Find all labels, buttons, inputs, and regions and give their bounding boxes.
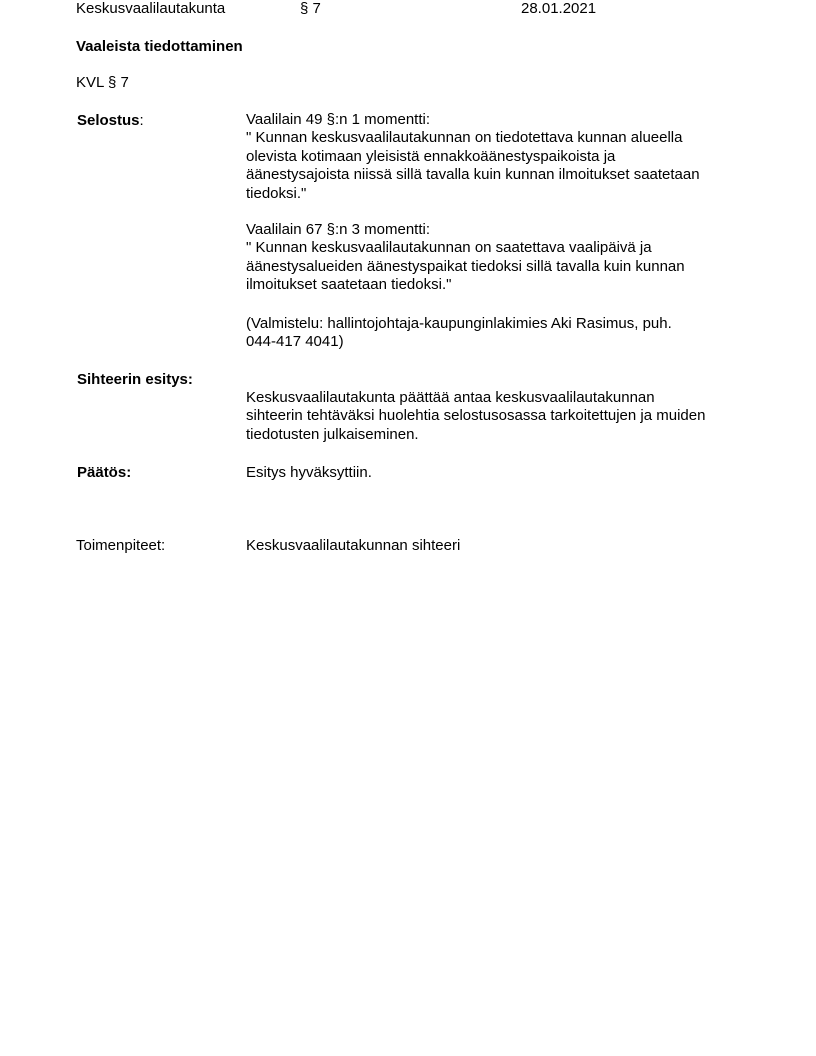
selostus-paragraph-2 [246, 221, 746, 295]
document-title: Vaaleista tiedottaminen [76, 38, 243, 55]
paragraph-line: " Kunnan keskusvaalilautakunnan on saatettava vaalipäivä ja [246, 239, 652, 257]
paragraph-line: olevista kotimaan yleisistä ennakkoäänestyspaikoista ja [246, 147, 616, 165]
selostus-paragraph-1 [246, 111, 746, 203]
toimenpiteet-label: Toimenpiteet: [76, 537, 166, 554]
selostus-paragraph-3 [246, 315, 746, 352]
header-date: 28.01.2021 [521, 0, 597, 17]
toimenpiteet-text: Keskusvaalilautakunnan sihteeri [246, 537, 461, 554]
paragraph-line: " Kunnan keskusvaalilautakunnan on tiedotettava kunnan alueella [246, 129, 683, 147]
selostus-label [77, 112, 144, 130]
paragraph-line: (Valmistelu: hallintojohtaja-kaupunginlakimies Aki Rasimus, puh. [246, 315, 672, 332]
paragraph-line: Keskusvaalilautakunta päättää antaa keskusvaalilautakunnan [246, 389, 655, 406]
esitys-label: Sihteerin esitys: [77, 371, 193, 388]
paatos-label: Päätös: [77, 464, 132, 481]
paragraph-line: Vaalilain 67 §:n 3 momentti: [246, 221, 430, 238]
paragraph-line: 044-417 4041) [246, 333, 344, 351]
paragraph-line: äänestysalueiden äänestyspaikat tiedoksi sillä tavalla kuin kunnan [246, 257, 685, 275]
selostus-label-colon: : [139, 112, 144, 129]
header-section: § 7 [300, 0, 321, 17]
selostus-label-text: Selostus [77, 112, 140, 129]
esitys-paragraph [246, 389, 746, 444]
paragraph-line: ilmoitukset saatetaan tiedoksi." [246, 276, 452, 294]
paragraph-line: Vaalilain 49 §:n 1 momentti: [246, 111, 430, 128]
reference: KVL § 7 [76, 74, 129, 91]
paatos-text: Esitys hyväksyttiin. [246, 464, 372, 481]
paragraph-line: tiedotusten julkaiseminen. [246, 425, 419, 443]
header-organ: Keskusvaalilautakunta [76, 0, 226, 17]
paragraph-line: äänestysajoista niissä sillä tavalla kuin kunnan ilmoitukset saatetaan [246, 166, 700, 184]
paragraph-line: tiedoksi." [246, 184, 307, 202]
paragraph-line: sihteerin tehtäväksi huolehtia selostusosassa tarkoitettujen ja muiden [246, 407, 706, 425]
